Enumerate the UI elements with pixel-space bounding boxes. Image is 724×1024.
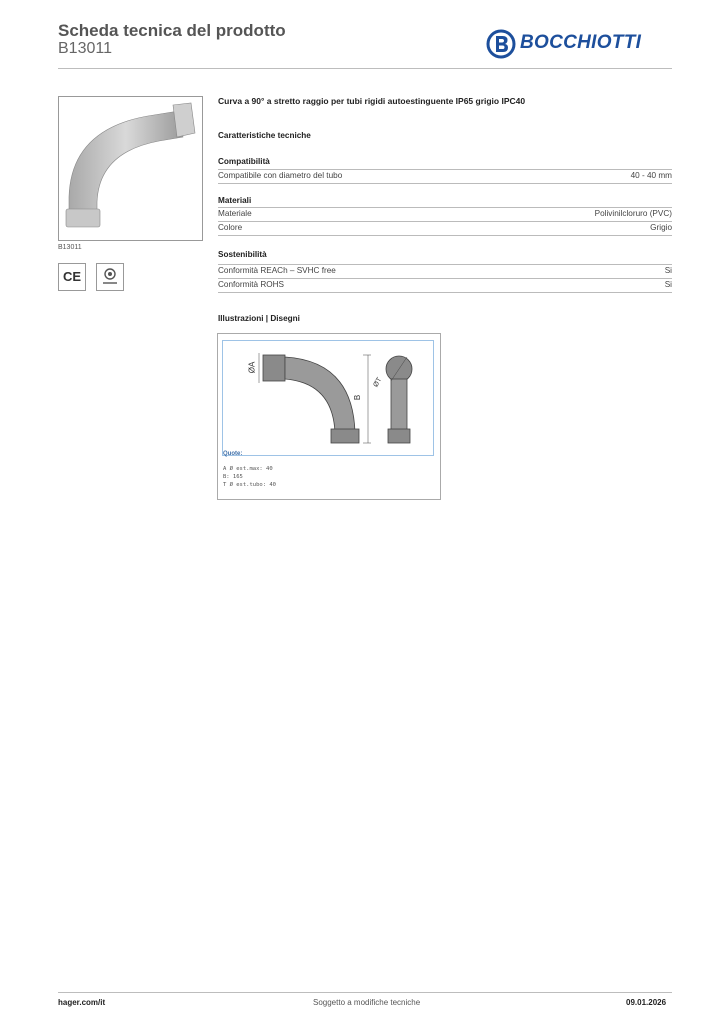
quote-line: T Ø est.tubo: 40 — [223, 482, 276, 488]
quotes-heading: Quote: — [223, 451, 243, 457]
specs-heading: Caratteristiche tecniche — [218, 131, 311, 140]
spec-value: 40 - 40 mm — [630, 171, 672, 180]
footer-divider — [58, 992, 672, 993]
dimension-a-label: ØA — [247, 361, 257, 374]
spec-label: Conformità REACh – SVHC free — [218, 266, 336, 275]
spec-label: Conformità ROHS — [218, 280, 284, 289]
dimension-t-label: ØT — [372, 376, 384, 389]
spec-value: Si — [664, 280, 672, 289]
pipe-bend-image — [59, 97, 202, 240]
spec-row — [218, 169, 672, 184]
brand-logo — [486, 29, 670, 59]
product-description: Curva a 90° a stretto raggio per tubi rigidi autoestinguente IP65 grigio IPC40 — [218, 96, 526, 106]
spec-label: Colore — [218, 223, 243, 232]
spec-row — [218, 278, 672, 293]
header-divider — [58, 68, 672, 69]
spec-row — [218, 207, 672, 221]
drawing-frame — [222, 340, 434, 456]
quote-line: A Ø est.max: 40 — [223, 466, 273, 472]
footer-website[interactable]: hager.com/it — [58, 998, 106, 1007]
certification-mark-icon — [97, 264, 123, 290]
section-title: Sostenibilità — [218, 250, 267, 259]
photo-caption: B13011 — [58, 244, 82, 251]
bocchiotti-logo-icon — [486, 29, 516, 59]
spec-row — [218, 221, 672, 236]
product-photo — [58, 96, 203, 241]
technical-drawing — [217, 333, 441, 500]
ce-label: CE — [63, 269, 82, 284]
ce-mark — [58, 263, 86, 291]
section-title: Materiali — [218, 196, 252, 205]
quote-line: B: 165 — [223, 474, 243, 480]
spec-label: Materiale — [218, 209, 252, 218]
product-code: B13011 — [58, 40, 112, 57]
footer-disclaimer: Soggetto a modifiche tecniche — [313, 998, 421, 1007]
spec-label: Compatibile con diametro del tubo — [218, 171, 343, 180]
drawings-heading: Illustrazioni | Disegni — [218, 314, 300, 323]
certification-mark — [96, 263, 124, 291]
dimension-b-label: B — [353, 394, 363, 401]
spec-row — [218, 264, 672, 278]
section-title: Compatibilità — [218, 157, 270, 166]
spec-value: Polivinilcloruro (PVC) — [594, 209, 672, 218]
brand-name: BOCCHIOTTI — [520, 32, 642, 53]
spec-value: Grigio — [650, 223, 672, 232]
footer-date: 09.01.2026 — [626, 998, 667, 1007]
page-title: Scheda tecnica del prodotto — [58, 21, 286, 40]
spec-value: Si — [664, 266, 672, 275]
dimension-drawing — [223, 341, 433, 455]
